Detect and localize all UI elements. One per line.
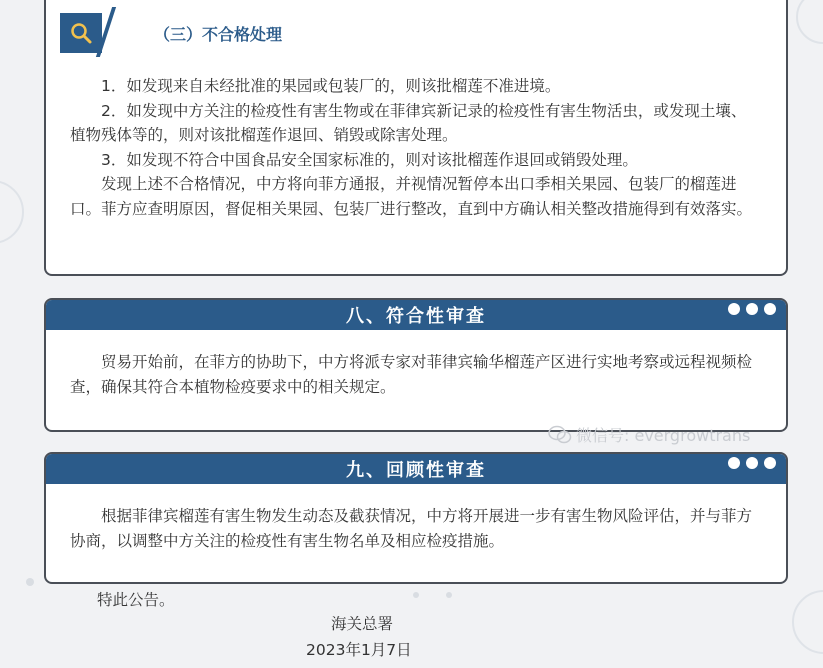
paragraph: 3．如发现不符合中国食品安全国家标准的，则对该批榴莲作退回或销毁处理。	[101, 150, 638, 169]
decor-dot	[413, 592, 419, 598]
subsection-heading	[60, 13, 282, 53]
section-review-card	[44, 452, 788, 584]
section-title: 八、符合性审查	[346, 306, 486, 327]
paragraph: 2．如发现中方关注的检疫性有害生物或在菲律宾新记录的检疫性有害生物活虫，或发现土壤、植物残体等的，则对该批榴莲作退回、销毁或除害处理。	[70, 101, 747, 144]
decor-dot	[446, 592, 452, 598]
closing-notice: 特此公告。	[97, 591, 175, 609]
section-header	[46, 300, 786, 330]
section-nonconformity-card	[44, 0, 788, 276]
issue-date: 2023年1月7日	[306, 641, 412, 659]
watermark	[548, 423, 750, 446]
wechat-icon	[548, 425, 572, 445]
header-dots	[728, 457, 776, 469]
decor-circle	[796, 0, 823, 44]
section-title: 九、回顾性审查	[346, 460, 486, 481]
search-badge	[60, 13, 102, 53]
paragraph: 根据菲律宾榴莲有害生物发生动态及截获情况，中方将开展进一步有害生物风险评估，并与菲方协商，以调整中方关注的检疫性有害生物名单及相应检疫措施。	[70, 507, 753, 550]
issuer: 海关总署	[331, 615, 394, 633]
decor-circle	[0, 180, 24, 244]
paragraph: 1．如发现来自未经批准的果园或包装厂的，则该批榴莲不准进境。	[101, 77, 561, 95]
search-icon	[69, 21, 93, 45]
watermark-text: 微信号: evergrowtrans	[576, 426, 751, 445]
paragraph: 发现上述不合格情况，中方将向菲方通报，并视情况暂停本出口季相关果园、包装厂的榴莲进口。菲方应查明原因，督促相关果园、包装厂进行整改，直到中方确认相关整改措施得到有效落实。	[70, 175, 753, 218]
decor-circle	[792, 590, 823, 654]
paragraph: 贸易开始前，在菲方的协助下，中方将派专家对菲律宾输华榴莲产区进行实地考察或远程视频检查，确保其符合本植物检疫要求中的相关规定。	[70, 353, 753, 396]
decor-dot	[26, 578, 34, 586]
section-conformity-card	[44, 298, 788, 432]
section-header	[46, 454, 786, 484]
header-dots	[728, 303, 776, 315]
subsection-title: （三）不合格处理	[154, 24, 283, 44]
